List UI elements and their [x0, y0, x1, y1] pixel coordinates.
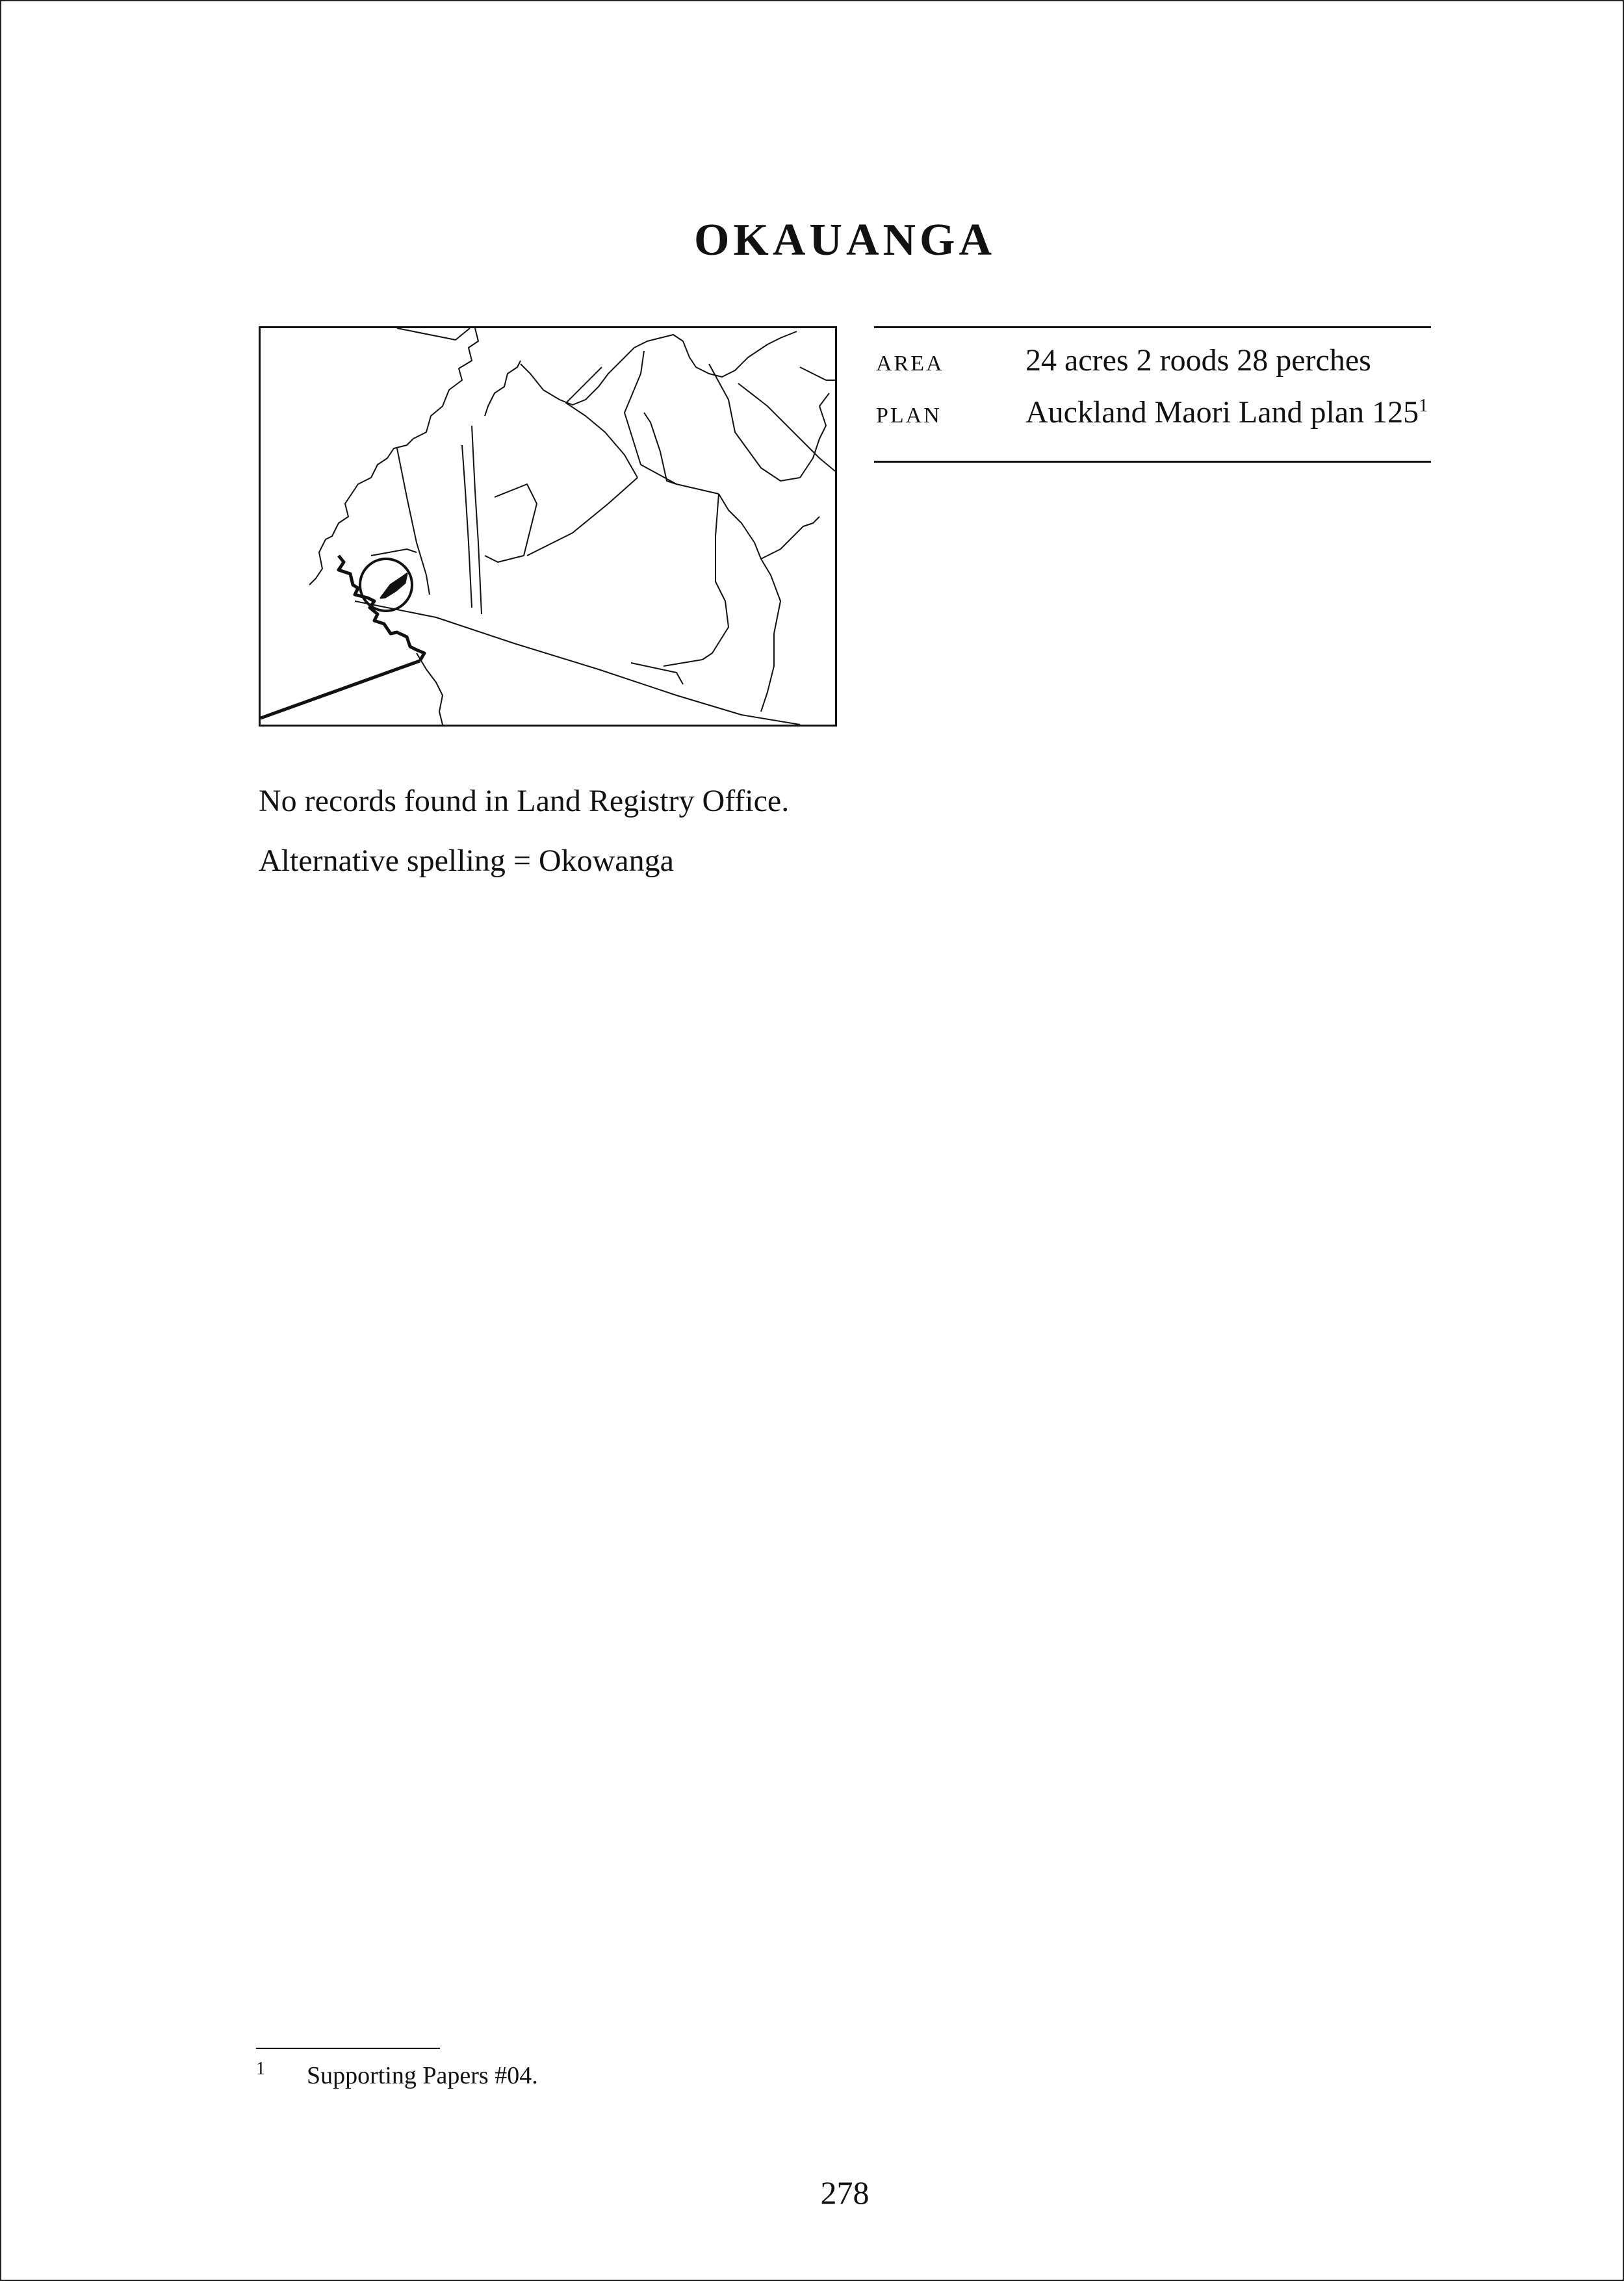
map-boundary-line	[527, 478, 638, 556]
map-highlighted-parcel	[381, 574, 407, 598]
map-boundary-line	[566, 367, 638, 478]
area-value: 24 acres 2 roods 28 perches	[1025, 343, 1371, 378]
plan-row	[874, 394, 1431, 446]
footnote-marker: 1	[256, 2059, 265, 2079]
plan-value-wrapper	[1025, 394, 1428, 430]
map-boundary-line	[761, 559, 780, 712]
map-boundary-line	[625, 351, 719, 494]
location-map	[259, 326, 837, 727]
map-inset-line	[261, 661, 420, 718]
map-highlighted-coast	[339, 556, 424, 661]
map-boundary-line	[709, 364, 829, 481]
map-boundary-line	[631, 663, 683, 684]
area-label: AREA	[876, 352, 944, 376]
plan-value: Auckland Maori Land plan 125	[1025, 395, 1419, 430]
map-boundary-line	[738, 383, 835, 471]
page-number: 278	[820, 2174, 870, 2211]
map-boundary-line	[371, 549, 417, 556]
map-boundary-line	[719, 494, 761, 559]
map-boundary-line	[397, 328, 470, 340]
map-coastline	[309, 328, 478, 585]
footnote	[256, 2061, 538, 2090]
map-coastline	[485, 361, 521, 416]
map-coastline	[521, 331, 797, 405]
plan-label: PLAN	[876, 404, 942, 428]
land-details-table	[874, 326, 1431, 463]
map-boundary-line	[472, 426, 482, 614]
map-location-circle	[360, 559, 412, 611]
map-boundary-line	[485, 484, 537, 562]
map-boundary-line	[397, 448, 430, 595]
map-boundary-line	[462, 445, 472, 608]
alternative-spelling-note: Alternative spelling = Okowanga	[259, 844, 674, 878]
map-boundary-line	[355, 601, 800, 725]
map-coastline	[800, 367, 835, 380]
map-boundary-line	[761, 517, 819, 559]
map-boundary-line	[417, 653, 443, 725]
area-row	[874, 342, 1431, 394]
records-note: No records found in Land Registry Office.	[259, 784, 790, 818]
footnote-text: Supporting Papers #04.	[307, 2062, 538, 2089]
footnote-divider	[256, 2048, 440, 2049]
footnote-reference[interactable]: 1	[1419, 396, 1428, 416]
page-title: OKAUANGA	[693, 215, 996, 265]
map-boundary-line	[644, 413, 677, 484]
map-boundary-line	[664, 494, 728, 666]
